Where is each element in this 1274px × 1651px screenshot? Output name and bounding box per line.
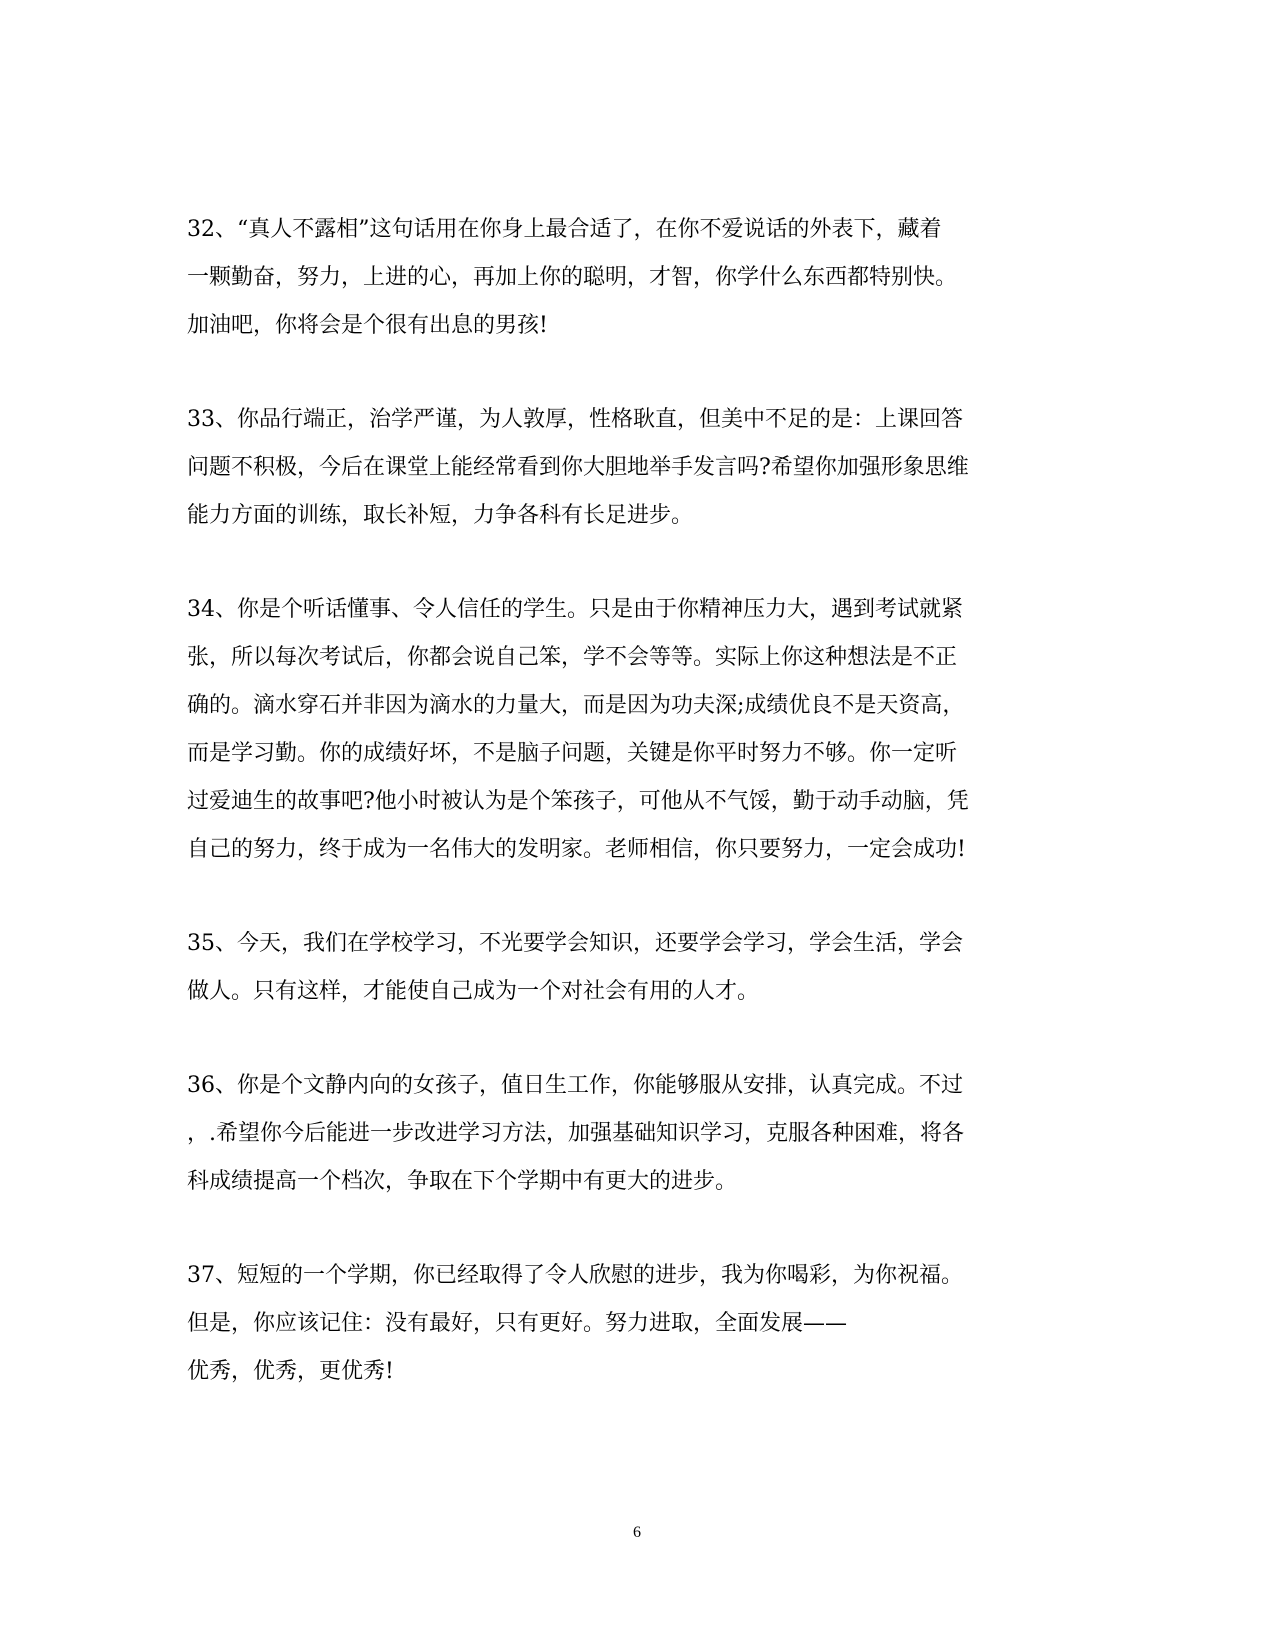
text-line: 问题不积极，今后在课堂上能经常看到你大胆地举手发言吗?希望你加强形象思维 bbox=[187, 455, 969, 480]
page-number: 6 bbox=[633, 1524, 641, 1541]
text-line: 能力方面的训练，取长补短，力争各科有长足进步。 bbox=[187, 503, 694, 528]
paragraph-33 bbox=[187, 396, 1087, 540]
text-line: 张，所以每次考试后，你都会说自己笨，学不会等等。实际上你这种想法是不正 bbox=[187, 645, 958, 670]
text-line: 而是学习勤。你的成绩好坏，不是脑子问题，关键是你平时努力不够。你一定听 bbox=[187, 741, 958, 766]
text-line: 加油吧，你将会是个很有出息的男孩! bbox=[187, 313, 548, 338]
text-line: 确的。滴水穿石并非因为滴水的力量大，而是因为功夫深;成绩优良不是天资高， bbox=[187, 693, 965, 718]
text-line: 过爱迪生的故事吧?他小时被认为是个笨孩子，可他从不气馁，勤于动手动脑，凭 bbox=[187, 789, 969, 814]
text-line: 自己的努力，终于成为一名伟大的发明家。老师相信，你只要努力，一定会成功! bbox=[187, 837, 966, 862]
paragraph-36 bbox=[187, 1062, 1087, 1206]
text-line: ，.希望你今后能进一步改进学习方法，加强基础知识学习，克服各种困难，将各 bbox=[187, 1121, 964, 1146]
text-line: 35、今天，我们在学校学习，不光要学会知识，还要学会学习，学会生活，学会 bbox=[187, 931, 963, 956]
text-line: 做人。只有这样，才能使自己成为一个对社会有用的人才。 bbox=[187, 979, 760, 1004]
text-line: 37、短短的一个学期，你已经取得了令人欣慰的进步，我为你喝彩，为你祝福。 bbox=[187, 1263, 963, 1288]
text-line: 32、“真人不露相”这句话用在你身上最合适了，在你不爱说话的外表下，藏着 bbox=[187, 217, 942, 242]
paragraph-37 bbox=[187, 1252, 1087, 1396]
text-line: 优秀，优秀，更优秀! bbox=[187, 1359, 394, 1384]
paragraph-34 bbox=[187, 586, 1087, 874]
paragraph-32 bbox=[187, 206, 1087, 350]
text-line: 36、你是个文静内向的女孩子，值日生工作，你能够服从安排，认真完成。不过 bbox=[187, 1073, 963, 1098]
text-line: 但是，你应该记住：没有最好，只有更好。努力进取，全面发展—— bbox=[187, 1311, 848, 1336]
document-body bbox=[187, 206, 1087, 1442]
text-line: 34、你是个听话懂事、令人信任的学生。只是由于你精神压力大，遇到考试就紧 bbox=[187, 597, 963, 622]
text-line: 一颗勤奋，努力，上进的心，再加上你的聪明，才智，你学什么东西都特别快。 bbox=[187, 265, 958, 290]
paragraph-35 bbox=[187, 920, 1087, 1016]
text-line: 33、你品行端正，治学严谨，为人敦厚，性格耿直，但美中不足的是：上课回答 bbox=[187, 407, 963, 432]
text-line: 科成绩提高一个档次，争取在下个学期中有更大的进步。 bbox=[187, 1169, 738, 1194]
